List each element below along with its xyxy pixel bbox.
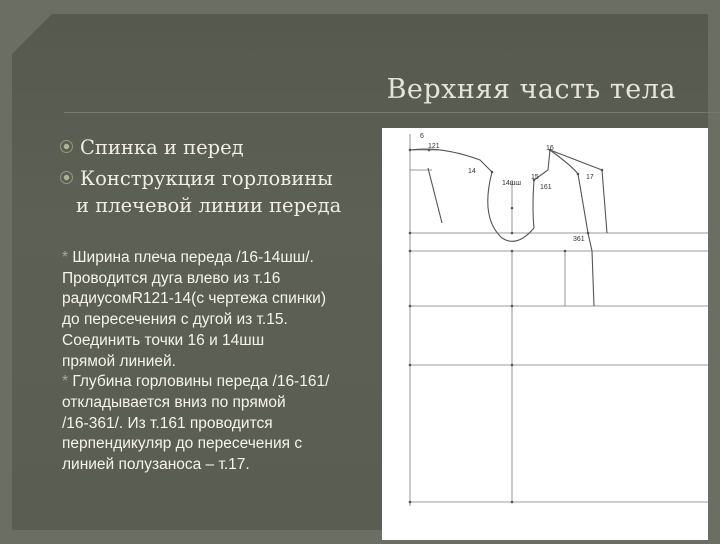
back-shoulder-line: [410, 149, 492, 172]
bullet-item: [60, 167, 333, 190]
construction-point: [491, 171, 494, 174]
construction-point: [587, 232, 590, 235]
point-label: 121: [428, 143, 440, 150]
slide-corner-decoration: [12, 14, 52, 54]
construction-point: [409, 232, 412, 235]
bullet-continuation: [76, 194, 341, 217]
construction-point: [511, 232, 514, 235]
text-line: откладывается вниз по прямой: [62, 393, 286, 411]
point-label: 6: [420, 133, 424, 140]
point-label: 14шш: [502, 180, 522, 187]
text-line: до пересечения с дугой из т.15.: [62, 311, 288, 329]
instruction-text: [62, 248, 392, 476]
point-label: 361: [573, 236, 585, 243]
construction-point: [511, 207, 514, 210]
construction-point: [601, 169, 604, 172]
bullet-icon: [60, 171, 73, 184]
text-line: радиусомR121-14(с чертежа спинки): [62, 290, 326, 308]
construction-point: [409, 501, 412, 504]
bullet-item: [60, 136, 244, 159]
construction-point: [511, 305, 514, 308]
pattern-drawing-svg: [382, 128, 708, 540]
bullet-text: и плечевой линии переда: [76, 194, 342, 217]
construction-point: [511, 364, 514, 367]
slide-title: Верхняя часть тела: [386, 74, 676, 105]
point-label: 17: [586, 174, 594, 181]
text-line: прямой линией.: [62, 352, 176, 370]
construction-point: [511, 501, 514, 504]
text-line: перпендикуляр до пересечения с: [62, 435, 303, 453]
text-line: * Ширина плеча переда /16-14шш/.: [62, 249, 314, 266]
point-label: 161: [540, 184, 552, 191]
text-line: Соединить точки 16 и 14шш: [62, 331, 265, 349]
construction-point: [409, 364, 412, 367]
bullet-text: Спинка и перед: [80, 136, 244, 159]
half-overlap-line: [602, 170, 607, 233]
back-armhole-guide: [428, 168, 442, 223]
title-divider: [64, 112, 720, 113]
pattern-drawing: [382, 128, 708, 540]
point-label: 15: [531, 174, 539, 181]
construction-point: [511, 250, 514, 253]
pattern-contours: [410, 149, 607, 306]
bullet-icon: [60, 140, 73, 153]
construction-point: [577, 173, 580, 176]
front-neck-curve: [550, 150, 578, 174]
text-line: /16-361/. Из т.161 проводится: [62, 414, 273, 432]
construction-points: [409, 149, 604, 504]
construction-point: [409, 305, 412, 308]
text-line: Проводится дуга влево из т.16: [62, 269, 281, 287]
construction-lines: [410, 134, 708, 506]
construction-point: [409, 250, 412, 253]
text-line: линией полузаноса – т.17.: [62, 456, 250, 474]
construction-point: [564, 250, 567, 253]
construction-point: [409, 149, 412, 152]
bullet-text: Конструкция горловины: [80, 167, 333, 190]
neck-guide-line: [550, 150, 602, 170]
text-line: * Глубина горловины переда /16-161/: [62, 373, 330, 391]
point-label: 14: [468, 168, 476, 175]
point-label: 16: [546, 145, 554, 152]
